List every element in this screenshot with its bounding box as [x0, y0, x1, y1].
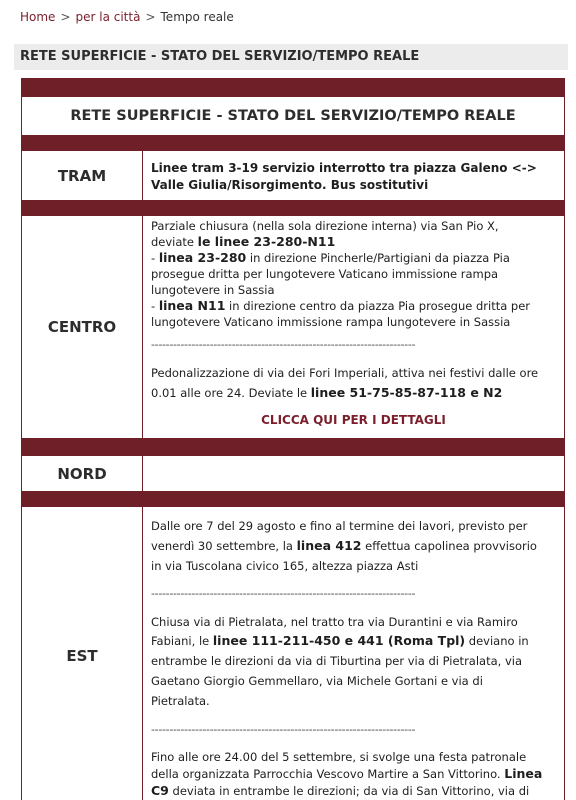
details-link[interactable]: CLICCA QUI PER I DETTAGLI	[261, 413, 446, 427]
centro-notice-line: lungotevere in Sassia	[151, 283, 275, 297]
tram-notice-line: Valle Giulia/Risorgimento. Bus sostitutivi	[151, 178, 429, 192]
est-notice-line: entrambe le direzioni da via di Tiburtina per via di Pietralata, via	[151, 654, 522, 668]
breadcrumb-separator: >	[145, 10, 156, 24]
centro-notice-line: Pedonalizzazione di via dei Fori Imperiali, attiva nei festivi dalle ore	[151, 366, 539, 380]
zone-cell-centro	[21, 215, 143, 439]
table-title-cell	[21, 96, 565, 136]
row-separator-band	[21, 136, 565, 150]
est-notice-line: Gaetano Giorgio Gemmellaro, via Michele Gortani e via di	[151, 674, 483, 688]
centro-notice-line: prosegue dritta per lungotevere Vaticano immissione rampa	[151, 267, 499, 281]
est-notice-line: Pietralata.	[151, 694, 210, 708]
centro-notice-line: 0.01 alle ore 24. Deviate le linee 51-75-85-87-118 e N2	[151, 385, 503, 400]
page-heading-bar	[14, 44, 568, 70]
zone-label-est: EST	[66, 647, 98, 665]
est-notice-line: venerdì 30 settembre, la linea 412 effettua capolinea provvisorio	[151, 538, 537, 553]
row-separator-band	[21, 439, 565, 455]
centro-notice-line: - linea N11 in direzione centro da piazza Pia prosegue dritta per	[151, 298, 531, 313]
tram-description-cell	[142, 150, 565, 201]
centro-notice-line: - linea 23-280 in direzione Pincherle/Partigiani da piazza Pia	[151, 250, 510, 265]
breadcrumb-separator: >	[60, 10, 71, 24]
row-separator-band	[21, 492, 565, 506]
zone-cell-nord	[21, 455, 143, 492]
est-notice-line: C9 deviata in entrambe le direzioni; da via di San Vittorino, via di	[151, 783, 530, 798]
zone-cell-est	[21, 506, 143, 800]
est-notice-line: Dalle ore 7 del 29 agosto e fino al termine dei lavori, previsto per	[151, 519, 528, 533]
zone-label-nord: NORD	[57, 464, 107, 483]
breadcrumb-section-link[interactable]: per la città	[75, 10, 141, 24]
tram-notice-line: Linee tram 3-19 servizio interrotto tra piazza Galeno <->	[151, 161, 537, 175]
centro-notice-line: lungotevere Vaticano immissione rampa lungotevere in Sassia	[151, 315, 511, 329]
zone-cell-tram	[21, 150, 143, 201]
est-description-cell	[142, 506, 565, 800]
notice-divider: ------------------------------------------------------------------------	[151, 587, 416, 600]
breadcrumb-home-link[interactable]: Home	[20, 10, 56, 24]
zone-label-centro: CENTRO	[47, 318, 117, 336]
notice-divider: ------------------------------------------------------------------------	[151, 338, 416, 351]
row-separator-band	[21, 201, 565, 215]
est-notice-line: in via Tuscolana civico 165, altezza piazza Asti	[151, 559, 419, 573]
page-heading: RETE SUPERFICIE - STATO DEL SERVIZIO/TEMPO REALE	[20, 49, 420, 64]
est-notice-line: della organizzata Parrocchia Vescovo Martire a San Vittorino. Linea	[151, 766, 543, 781]
table-header-band	[21, 78, 565, 96]
zone-label-tram: TRAM	[57, 166, 107, 185]
table-title: RETE SUPERFICIE - STATO DEL SERVIZIO/TEMPO REALE	[70, 108, 516, 124]
breadcrumb-current: Tempo reale	[160, 10, 234, 24]
est-notice-line: Fino alle ore 24.00 del 5 settembre, si svolge una festa patronale	[151, 750, 527, 764]
est-notice-line: Chiusa via di Pietralata, nel tratto tra via Durantini e via Ramiro	[151, 615, 518, 629]
nord-description-cell	[142, 455, 565, 492]
centro-notice-line: Parziale chiusura (nella sola direzione interna) via San Pio X,	[151, 219, 499, 233]
notice-divider: ------------------------------------------------------------------------	[151, 723, 416, 736]
centro-notice-line: deviate le linee 23-280-N11	[151, 234, 336, 249]
est-notice-line: Fabiani, le linee 111-211-450 e 441 (Roma Tpl) deviano in	[151, 633, 529, 648]
centro-description-cell	[142, 215, 565, 439]
breadcrumb	[20, 10, 234, 24]
